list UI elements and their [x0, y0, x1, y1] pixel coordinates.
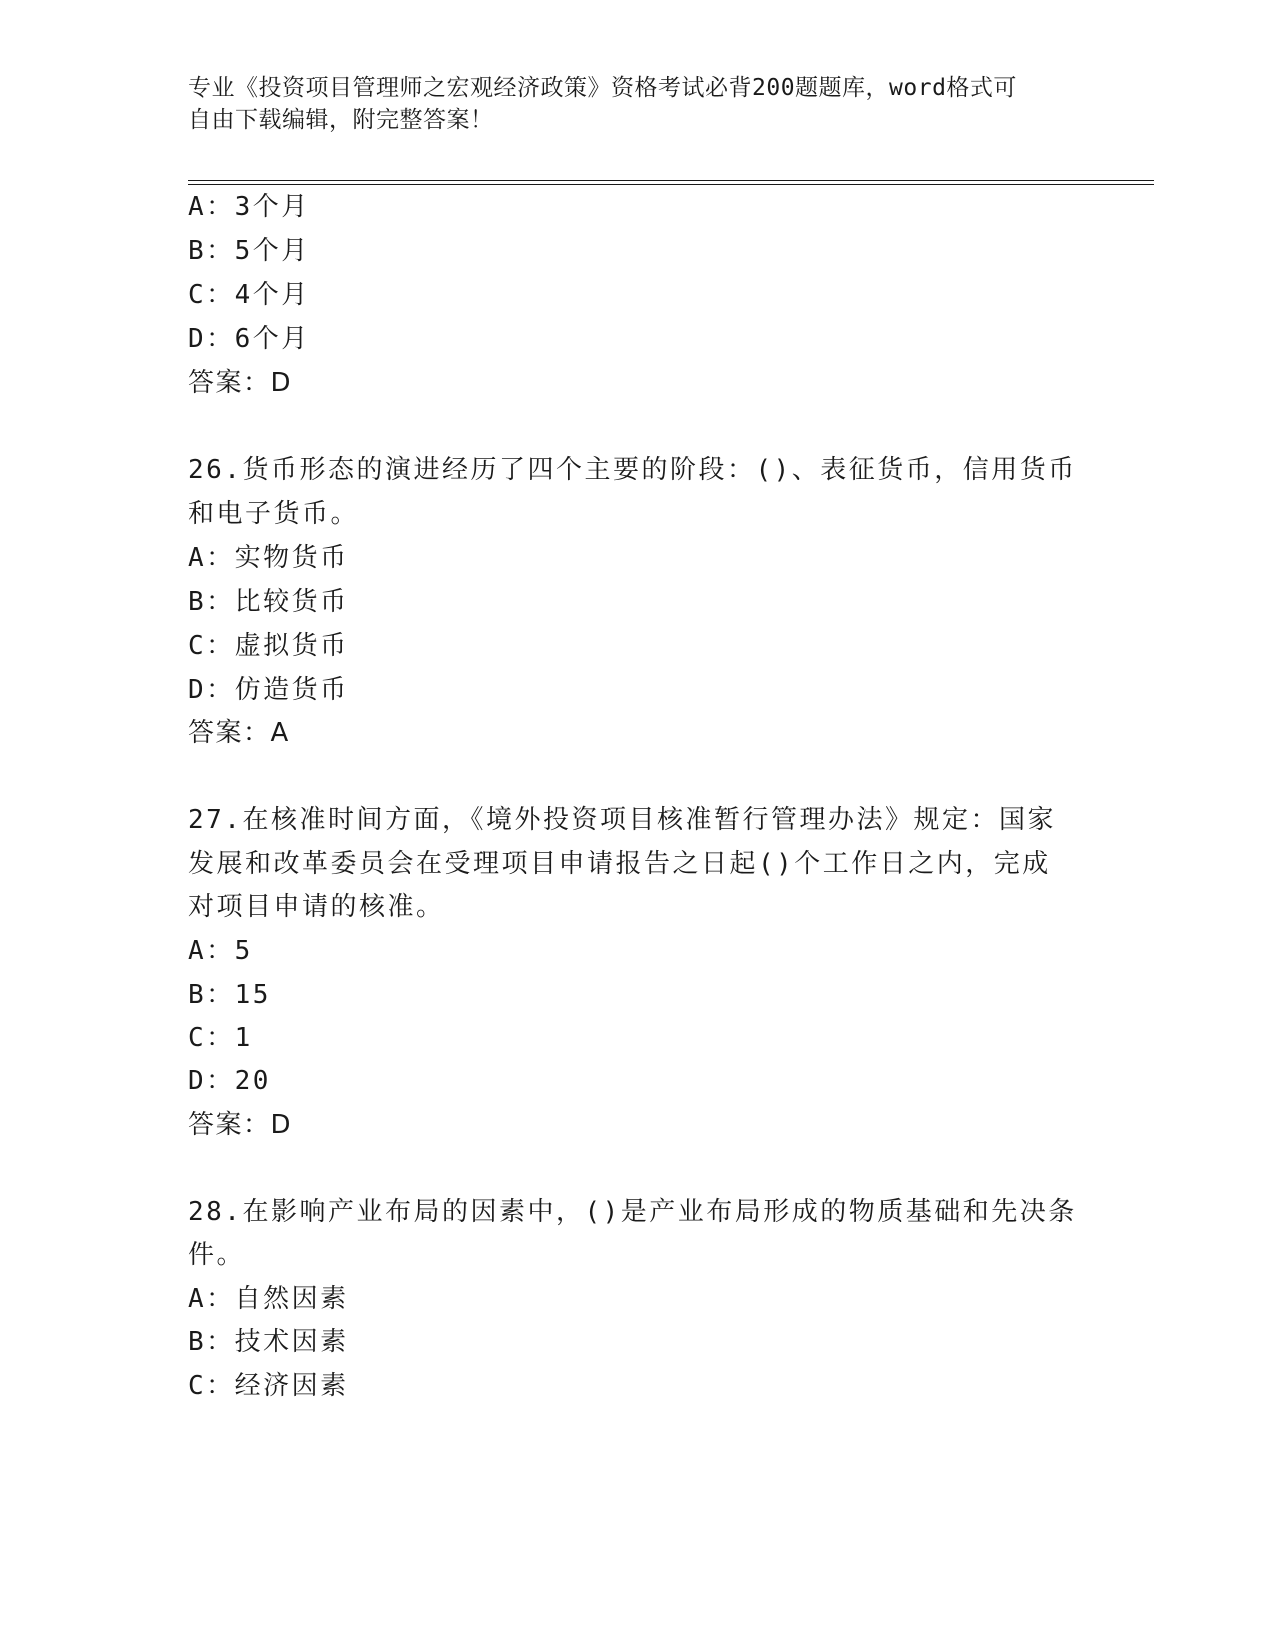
q27-option-a: A：5	[188, 936, 253, 966]
q27-stem-line-1: 27.在核准时间方面，《境外投资项目核准暂行管理办法》规定：国家	[188, 805, 1056, 835]
q25-option-c: C：4个月	[188, 280, 310, 310]
q27-answer: 答案：D	[188, 1110, 293, 1140]
header-title-line-2: 自由下载编辑，附完整答案！	[188, 107, 494, 133]
q27-option-b: B：15	[188, 980, 271, 1010]
q26-option-d: D：仿造货币	[188, 675, 349, 705]
q25-option-a: A：3个月	[188, 192, 310, 222]
q26-option-b: B：比较货币	[188, 587, 349, 617]
q26-stem-line-1: 26.货币形态的演进经历了四个主要的阶段：()、表征货币，信用货币	[188, 455, 1077, 485]
q27-stem-line-2: 发展和改革委员会在受理项目申请报告之日起()个工作日之内，完成	[188, 849, 1051, 879]
header-divider-top	[188, 180, 1154, 181]
q27-option-c: C：1	[188, 1023, 253, 1053]
q28-option-c: C：经济因素	[188, 1371, 349, 1401]
q25-option-b: B：5个月	[188, 236, 310, 266]
q28-stem-line-1: 28.在影响产业布局的因素中，()是产业布局形成的物质基础和先决条	[188, 1197, 1077, 1227]
q27-stem-line-3: 对项目申请的核准。	[188, 892, 445, 922]
q26-option-a: A：实物货币	[188, 543, 349, 573]
q28-stem-line-2: 件。	[188, 1240, 246, 1270]
q25-option-d: D：6个月	[188, 324, 310, 354]
q26-answer: 答案：A	[188, 718, 290, 748]
header-divider-bottom	[188, 184, 1154, 185]
q25-answer: 答案：D	[188, 368, 293, 398]
q26-stem-line-2: 和电子货币。	[188, 499, 360, 529]
q28-option-a: A：自然因素	[188, 1284, 349, 1314]
q26-option-c: C：虚拟货币	[188, 631, 349, 661]
header-title-line-1: 专业《投资项目管理师之宏观经济政策》资格考试必背200题题库，word格式可	[188, 75, 1017, 101]
document-header	[188, 72, 1088, 136]
q28-option-b: B：技术因素	[188, 1327, 349, 1357]
q27-option-d: D：20	[188, 1066, 271, 1096]
